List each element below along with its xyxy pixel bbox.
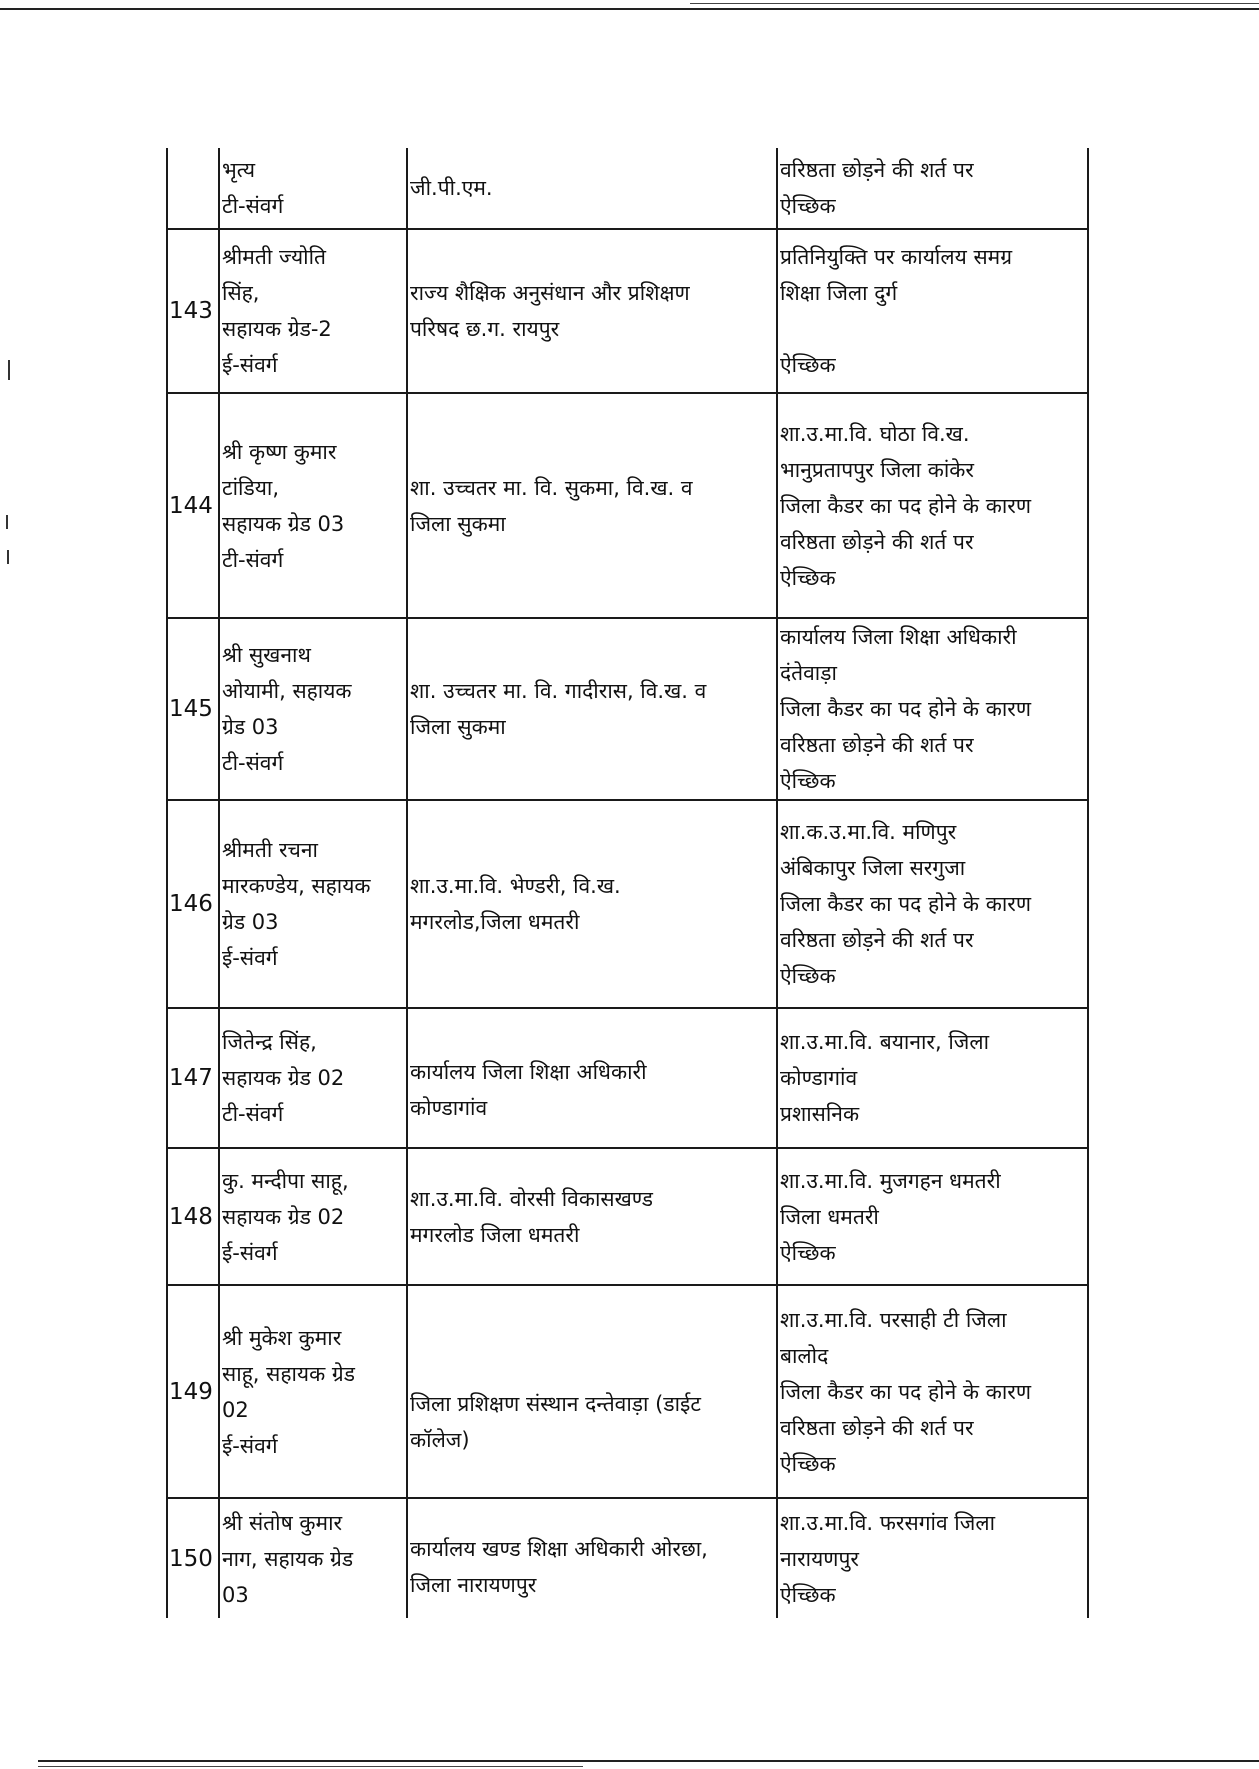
employee-name-cell: भृत्य टी-संवर्ग: [219, 148, 407, 229]
serial-number-cell: 148: [167, 1148, 219, 1285]
new-posting-cell: शा.क.उ.मा.वि. मणिपुर अंबिकापुर जिला सरगुजा जिला कैडर का पद होने के कारण वरिष्ठता छोड़ने की शर्त पर ऐच्छिक: [777, 800, 1088, 1008]
employee-name-cell: श्री सुखनाथ ओयामी, सहायक ग्रेड 03 टी-संवर्ग: [219, 618, 407, 800]
scan-border-bottom-secondary: [38, 1766, 583, 1767]
current-posting-cell: जिला प्रशिक्षण संस्थान दन्तेवाड़ा (डाईट कॉलेज): [407, 1285, 777, 1498]
current-posting-cell: कार्यालय जिला शिक्षा अधिकारी कोण्डागांव: [407, 1008, 777, 1148]
serial-number-cell: 147: [167, 1008, 219, 1148]
table-row: [167, 1148, 1088, 1285]
current-posting-cell: शा.उ.मा.वि. वोरसी विकासखण्ड मगरलोड जिला धमतरी: [407, 1148, 777, 1285]
table-row: [167, 618, 1088, 800]
margin-mark: [6, 515, 8, 529]
current-posting-cell: शा. उच्चतर मा. वि. सुकमा, वि.ख. व जिला सुकमा: [407, 393, 777, 618]
employee-name-cell: कु. मन्दीपा साहू, सहायक ग्रेड 02 ई-संवर्ग: [219, 1148, 407, 1285]
current-posting-cell: कार्यालय खण्ड शिक्षा अधिकारी ओरछा, जिला नारायणपुर: [407, 1498, 777, 1618]
new-posting-cell: शा.उ.मा.वि. फरसगांव जिला नारायणपुर ऐच्छिक: [777, 1498, 1088, 1618]
current-posting-cell: राज्य शैक्षिक अनुसंधान और प्रशिक्षण परिषद छ.ग. रायपुर: [407, 229, 777, 393]
margin-mark: [7, 550, 9, 564]
table-row: [167, 393, 1088, 618]
new-posting-cell: प्रतिनियुक्ति पर कार्यालय समग्र शिक्षा जिला दुर्ग ऐच्छिक: [777, 229, 1088, 393]
new-posting-cell: शा.उ.मा.वि. परसाही टी जिला बालोद जिला कैडर का पद होने के कारण वरिष्ठता छोड़ने की शर्त पर ऐच्छिक: [777, 1285, 1088, 1498]
table-row: [167, 229, 1088, 393]
current-posting-cell: शा.उ.मा.वि. भेण्डरी, वि.ख. मगरलोड,जिला धमतरी: [407, 800, 777, 1008]
table-row: [167, 1008, 1088, 1148]
scan-border-bottom: [38, 1760, 1259, 1762]
employee-name-cell: श्री संतोष कुमार नाग, सहायक ग्रेड 03: [219, 1498, 407, 1618]
serial-number-cell: 143: [167, 229, 219, 393]
table-row: [167, 1498, 1088, 1618]
current-posting-cell: शा. उच्चतर मा. वि. गादीरास, वि.ख. व जिला सुकमा: [407, 618, 777, 800]
new-posting-cell: शा.उ.मा.वि. बयानार, जिला कोण्डागांव प्रशासनिक: [777, 1008, 1088, 1148]
scan-border-top-secondary: [690, 3, 1259, 4]
employee-name-cell: श्रीमती रचना मारकण्डेय, सहायक ग्रेड 03 ई-संवर्ग: [219, 800, 407, 1008]
new-posting-cell: कार्यालय जिला शिक्षा अधिकारी दंतेवाड़ा जिला कैडर का पद होने के कारण वरिष्ठता छोड़ने की शर्त पर ऐच्छिक: [777, 618, 1088, 800]
serial-number-cell: [167, 148, 219, 229]
margin-mark: [8, 360, 10, 380]
new-posting-cell: शा.उ.मा.वि. घोठा वि.ख. भानुप्रतापपुर जिला कांकेर जिला कैडर का पद होने के कारण वरिष्ठता छोड़ने की शर्त पर ऐच्छिक: [777, 393, 1088, 618]
serial-number-cell: 150: [167, 1498, 219, 1618]
serial-number-cell: 145: [167, 618, 219, 800]
serial-number-cell: 149: [167, 1285, 219, 1498]
serial-number-cell: 144: [167, 393, 219, 618]
new-posting-cell: शा.उ.मा.वि. मुजगहन धमतरी जिला धमतरी ऐच्छिक: [777, 1148, 1088, 1285]
serial-number-cell: 146: [167, 800, 219, 1008]
table-row: [167, 1285, 1088, 1498]
employee-name-cell: श्री मुकेश कुमार साहू, सहायक ग्रेड 02 ई-संवर्ग: [219, 1285, 407, 1498]
transfer-table: [166, 148, 1089, 1618]
table-row: [167, 800, 1088, 1008]
employee-name-cell: श्रीमती ज्योति सिंह, सहायक ग्रेड-2 ई-संवर्ग: [219, 229, 407, 393]
current-posting-cell: जी.पी.एम.: [407, 148, 777, 229]
table-row: [167, 148, 1088, 229]
new-posting-cell: वरिष्ठता छोड़ने की शर्त पर ऐच्छिक: [777, 148, 1088, 229]
employee-name-cell: जितेन्द्र सिंह, सहायक ग्रेड 02 टी-संवर्ग: [219, 1008, 407, 1148]
employee-name-cell: श्री कृष्ण कुमार टांडिया, सहायक ग्रेड 03 टी-संवर्ग: [219, 393, 407, 618]
scan-border-top: [0, 8, 1259, 10]
